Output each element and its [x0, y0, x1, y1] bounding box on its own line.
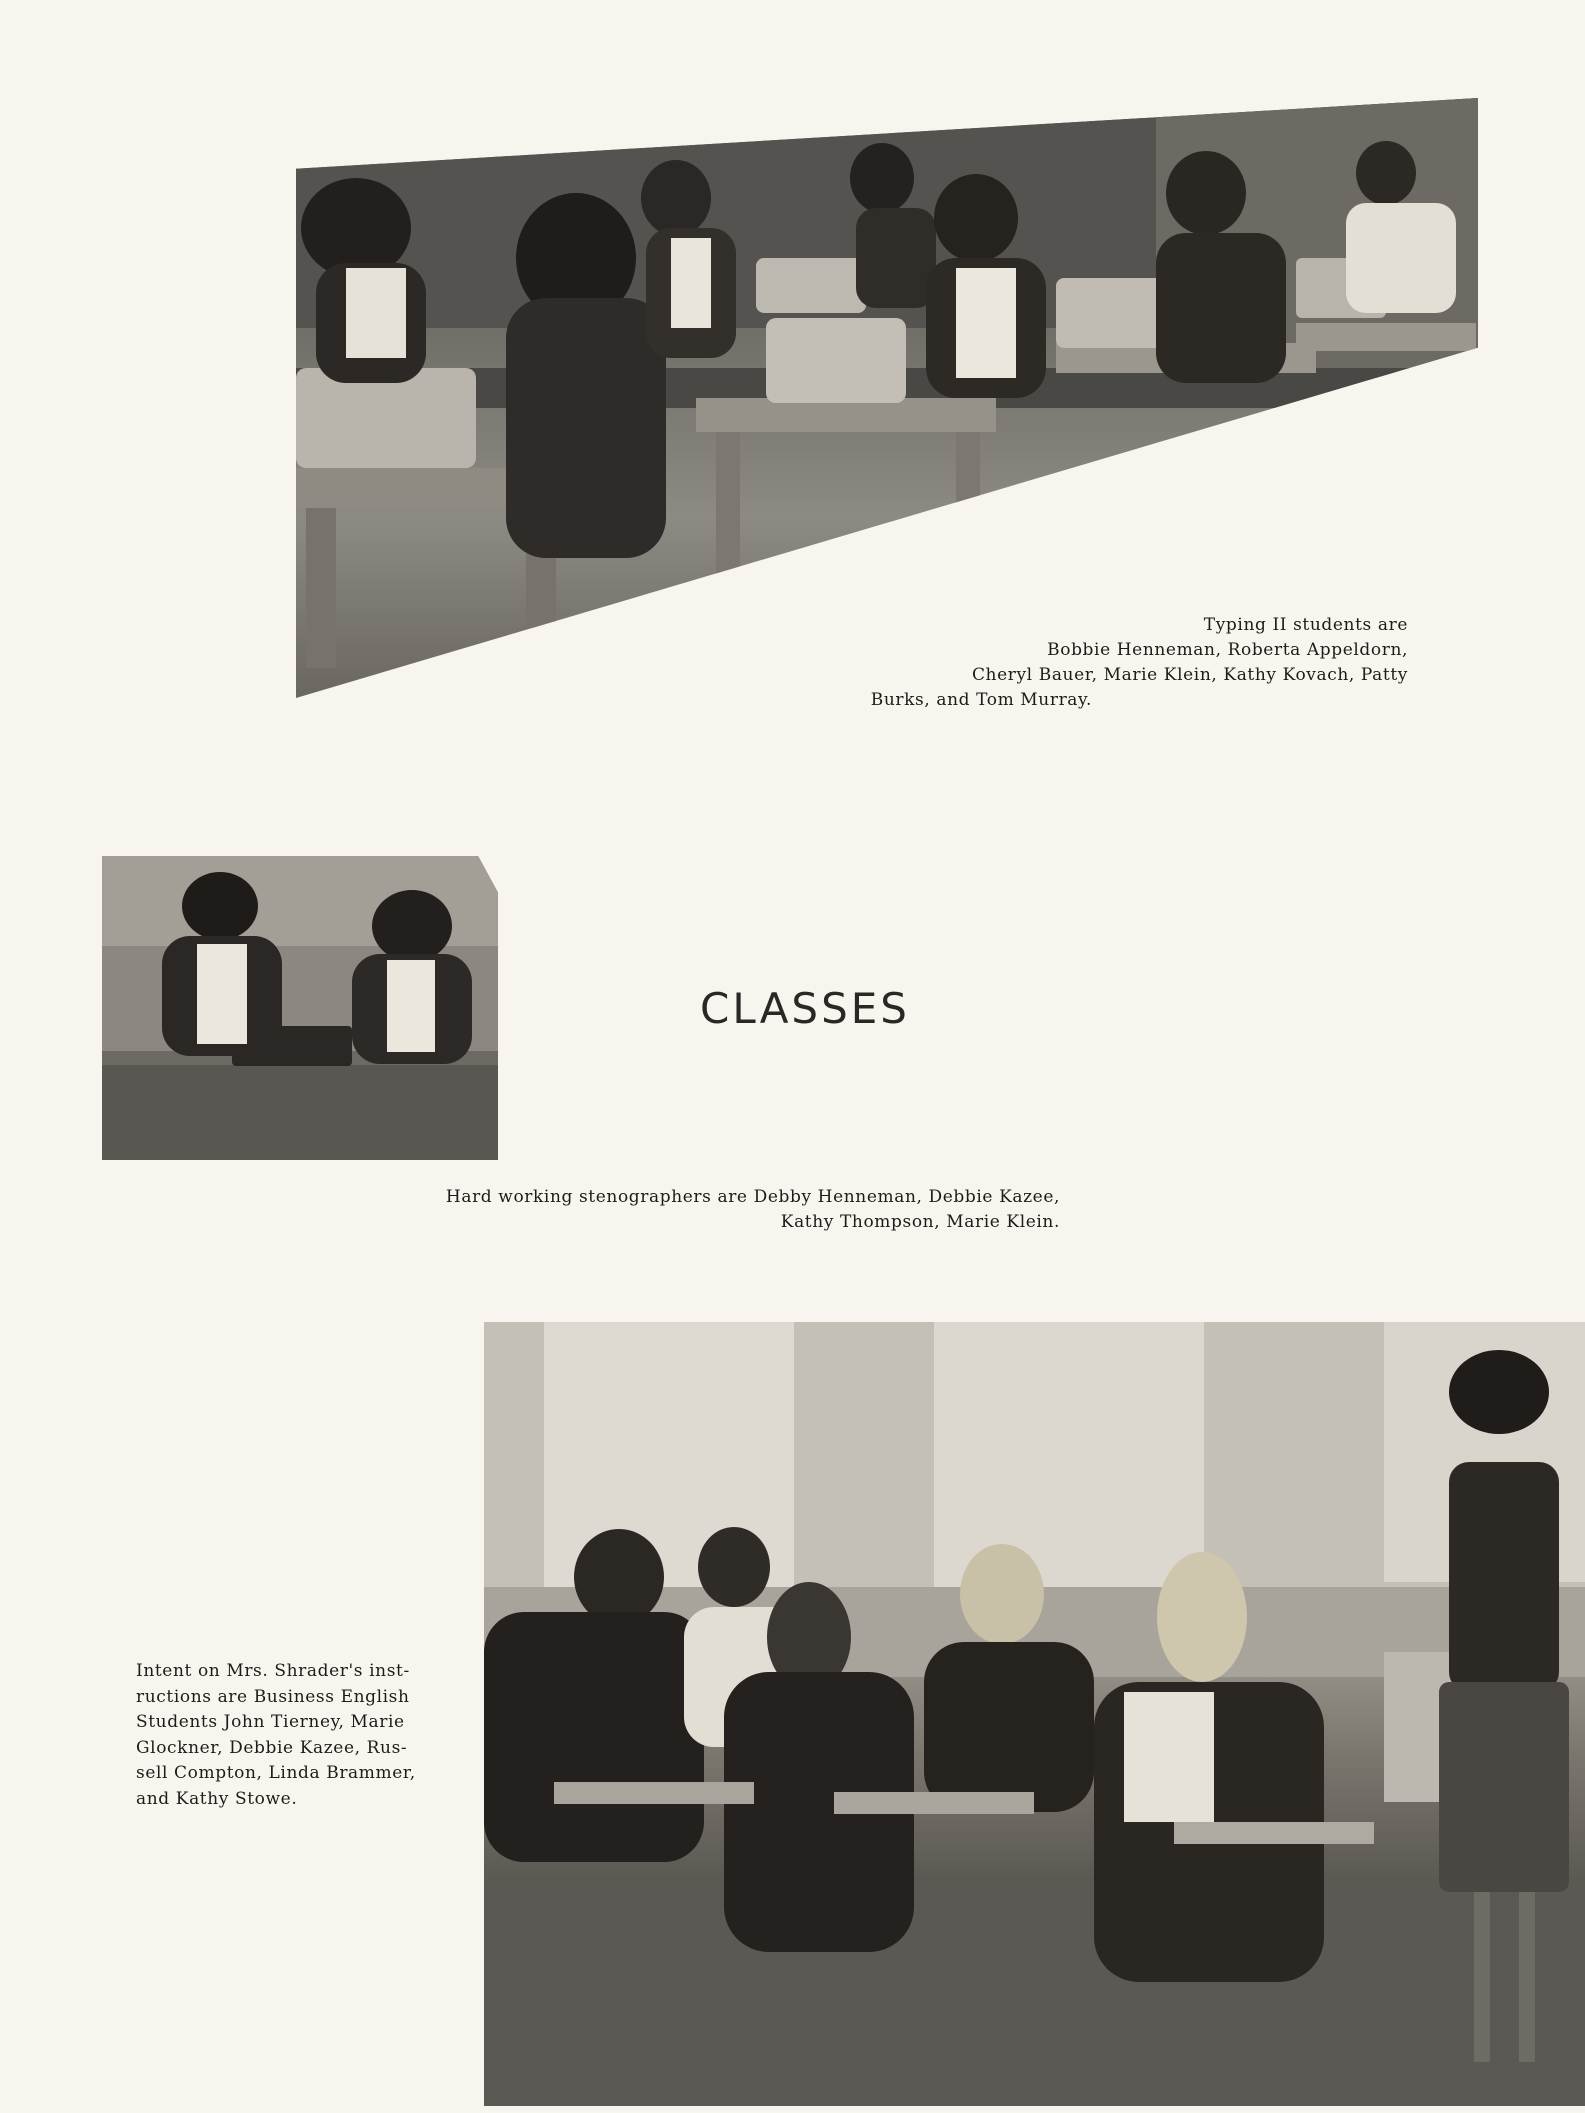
stenographers-photo-shapes	[102, 856, 498, 1160]
caption-line: ructions are Business English	[136, 1686, 410, 1707]
stenographers-photo	[102, 856, 498, 1160]
caption-line: Cheryl Bauer, Marie Klein, Kathy Kovach, Patty	[971, 665, 1408, 685]
caption-line: Intent on Mrs. Shrader's inst-	[136, 1661, 410, 1681]
business-english-caption	[136, 1659, 476, 1812]
caption-line: Burks, and Tom Murray.	[870, 690, 1092, 710]
typing-class-photo	[296, 98, 1478, 698]
caption-line: Glockner, Debbie Kazee, Rus-	[136, 1737, 408, 1758]
caption-line: sell Compton, Linda Brammer,	[136, 1763, 416, 1783]
caption-line: Hard working stenographers are Debby Henneman, Debbie Kazee,	[445, 1187, 1060, 1207]
caption-line: Typing II students are	[1203, 615, 1408, 635]
stenographers-caption	[330, 1185, 1060, 1235]
section-title: CLASSES	[700, 984, 910, 1033]
caption-line: and Kathy Stowe.	[136, 1788, 298, 1809]
business-english-photo-shapes	[484, 1322, 1585, 2106]
caption-line: Bobbie Henneman, Roberta Appeldorn,	[1047, 640, 1408, 660]
typing-class-photo-shapes	[296, 98, 1478, 698]
caption-line: Students John Tierney, Marie	[136, 1712, 405, 1732]
caption-line: Kathy Thompson, Marie Klein.	[780, 1212, 1060, 1232]
business-english-photo	[484, 1322, 1585, 2106]
typing-class-caption	[740, 613, 1408, 713]
